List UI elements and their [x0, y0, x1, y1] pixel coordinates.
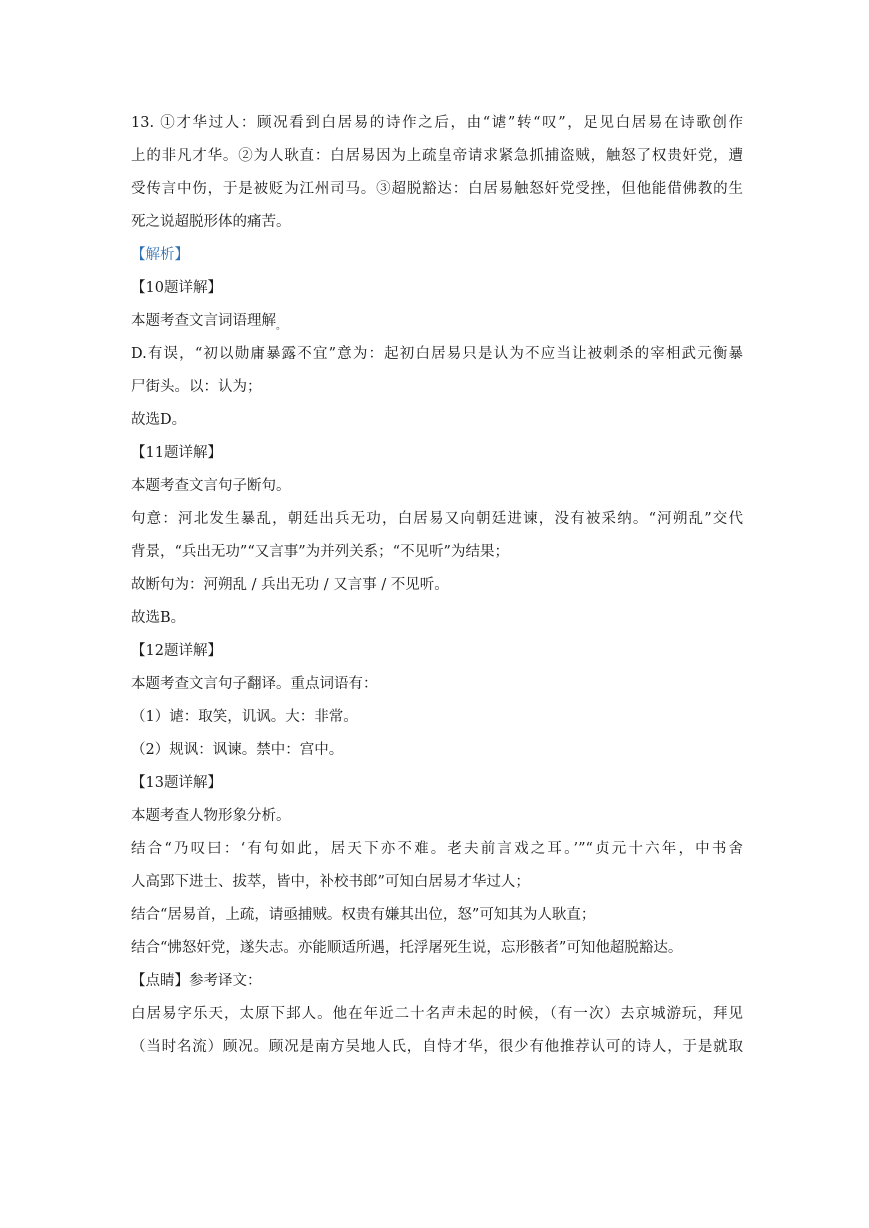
q11-explain-line-1: 句意：河北发生暴乱，朝廷出兵无功，白居易又向朝廷进谏，没有被采纳。“河朔乱”交代 — [131, 511, 743, 527]
answer-13-line-3: 受传言中伤，于是被贬为江州司马。③超脱豁达：白居易触怒奸党受挫，但他能借佛教的生 — [131, 181, 743, 197]
q13-evidence-1-line-1: 结合“乃叹曰：‘有句如此，居天下亦不难。老夫前言戏之耳。’”“贞元十六年，中书舍 — [131, 841, 743, 857]
q13-evidence-1-line-2: 人高郢下进士、拔萃，皆中，补校书郎”可知白居易才华过人； — [131, 874, 530, 890]
document-page — [131, 107, 743, 1064]
q11-explain-line-2: 背景，“兵出无功”“又言事”为并列关系；“不见听”为结果； — [131, 544, 509, 560]
translation-line-1: 白居易字乐天，太原下邽人。他在年近二十名声未起的时候，（有一次）去京城游玩，拜见 — [131, 1006, 743, 1022]
q12-point-1: （1）谑：取笑，讥讽。大：非常。 — [131, 709, 358, 725]
q13-evidence-3: 结合“怫怒奸党，遂失志。亦能顺适所遇，托浮屠死生说，忘形骸者”可知他超脱豁达。 — [131, 940, 683, 956]
translation-line-2: （当时名流）顾况。顾况是南方吴地人氏，自恃才华，很少有他推荐认可的诗人，于是就取 — [131, 1039, 743, 1055]
q10-heading: 【10题详解】 — [131, 280, 222, 296]
q13-evidence-2: 结合“居易首，上疏，请亟捕贼。权贵有嫌其出位，怒”可知其为人耿直； — [131, 907, 596, 923]
q10-intro-text: 本题考查文言词语理解 — [131, 313, 276, 329]
q11-heading: 【11题详解】 — [131, 445, 222, 461]
reference-translation-heading: 【点睛】参考译文： — [131, 973, 262, 989]
q10-explain-line-1: D.有误，“初以勋庸暴露不宜”意为：起初白居易只是认为不应当让被刺杀的宰相武元衡暴 — [131, 346, 743, 362]
answer-13-line-4: 死之说超脱形体的痛苦。 — [131, 214, 291, 230]
q11-segmentation: 故断句为：河朔乱 / 兵出无功 / 又言事 / 不见听。 — [131, 577, 449, 593]
answer-13-line-1: 13. ①才华过人：顾况看到白居易的诗作之后，由“谑”转“叹”，足见白居易在诗歌创作 — [131, 115, 743, 131]
q11-answer: 故选B。 — [131, 610, 186, 626]
q10-intro-mark: 。 — [276, 321, 286, 332]
q11-intro: 本题考查文言句子断句。 — [131, 478, 291, 494]
q13-intro: 本题考查人物形象分析。 — [131, 808, 291, 824]
q10-intro — [131, 305, 743, 338]
q13-heading: 【13题详解】 — [131, 775, 222, 791]
analysis-label: 【解析】 — [131, 247, 189, 263]
q10-explain-line-2: 尸街头。以：认为； — [131, 379, 262, 395]
q12-intro: 本题考查文言句子翻译。重点词语有： — [131, 676, 378, 692]
answer-13-line-2: 上的非凡才华。②为人耿直：白居易因为上疏皇帝请求紧急抓捕盗贼，触怒了权贵奸党，遭 — [131, 148, 743, 164]
q10-answer: 故选D。 — [131, 412, 187, 428]
q12-heading: 【12题详解】 — [131, 643, 222, 659]
q12-point-2: （2）规讽：讽谏。禁中：宫中。 — [131, 742, 344, 758]
